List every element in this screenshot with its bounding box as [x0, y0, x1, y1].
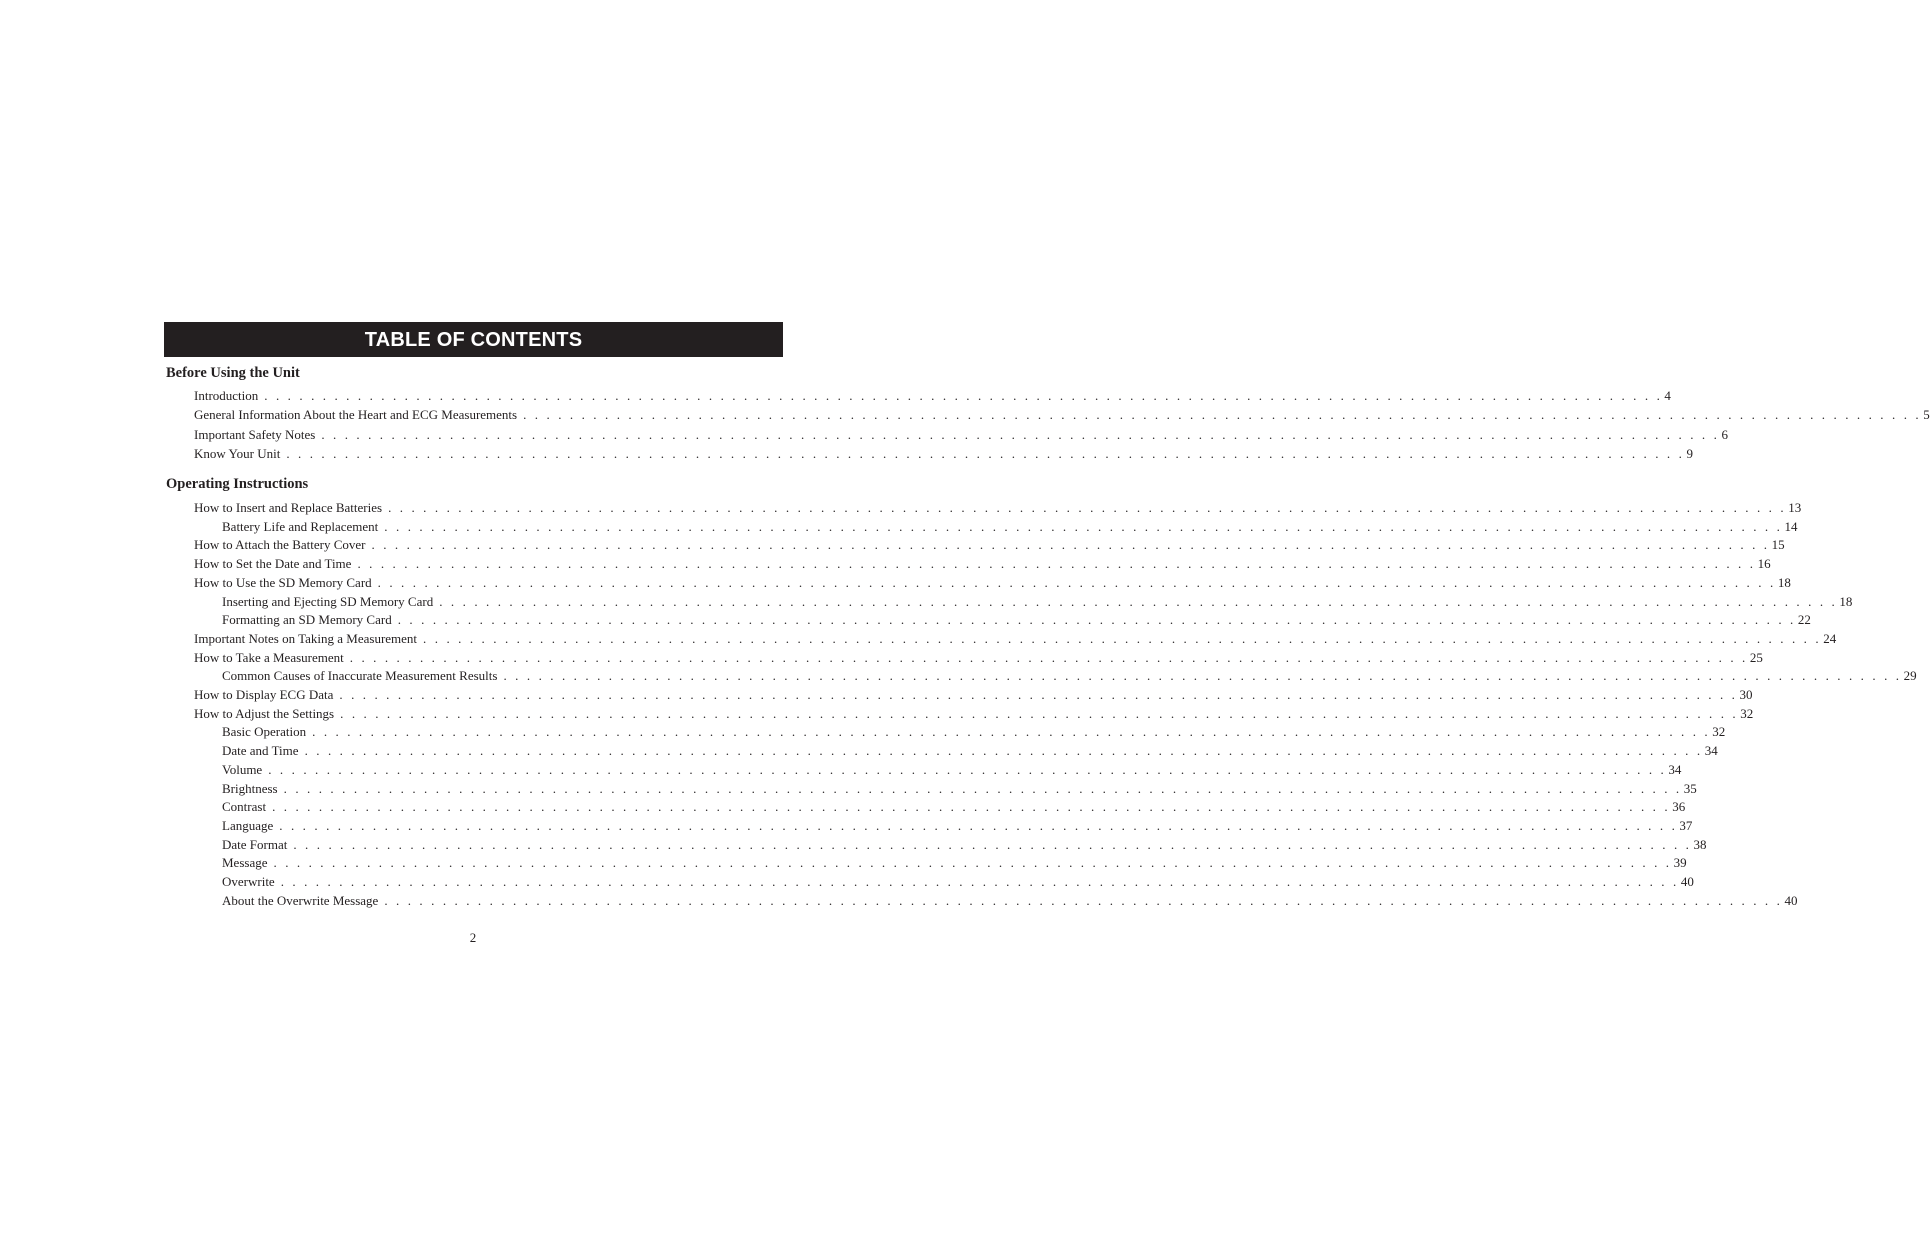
- toc-leader-dots: . . . . . . . . . . . . . . . . . . . . . . . . . . . . . . . . . . . . . . . . . . . . . . . . . . . . . . . . . . . . . . . . . . . . . . . . . . . . . . . . . . . . . . . . . . . . . . . . . . . . . . . . . . . . . . . . . . . . . . . .: [388, 500, 1787, 515]
- toc-entry-page: 37: [1679, 817, 1693, 833]
- toc-entry[interactable]: [222, 780, 1697, 797]
- toc-entry-page: 32: [1740, 705, 1754, 721]
- toc-entry-page: 30: [1739, 687, 1753, 702]
- toc-entry[interactable]: [222, 668, 1917, 684]
- toc-entry[interactable]: [194, 445, 1693, 462]
- toc-entry[interactable]: [194, 649, 1763, 666]
- toc-entry-label: Volume: [222, 761, 263, 777]
- toc-entry[interactable]: [222, 761, 1682, 778]
- page-title: TABLE OF CONTENTS: [364, 328, 583, 351]
- toc-entry-label: How to Insert and Replace Batteries: [194, 500, 383, 515]
- toc-leader-dots: . . . . . . . . . . . . . . . . . . . . . . . . . . . . . . . . . . . . . . . . . . . . . . . . . . . . . . . . . . . . . . . . . . . . . . . . . . . . . . . . . . . . . . . . . . . . . . . . . . . . . . . . . . . . . . . . . . . . . . . .: [273, 855, 1672, 871]
- toc-entry-label: How to Set the Date and Time: [194, 556, 352, 572]
- toc-entry-label: General Information About the Heart and ECG Measurements: [194, 407, 518, 423]
- toc-entry-page: 39: [1673, 855, 1687, 871]
- toc-entry-page: 34: [1704, 743, 1718, 759]
- toc-entry-page: 40: [1784, 892, 1798, 908]
- section-heading-operating-instructions: Operating Instructions: [166, 476, 309, 492]
- toc-entry-label: Important Notes on Taking a Measurement: [194, 630, 418, 646]
- toc-leader-dots: . . . . . . . . . . . . . . . . . . . . . . . . . . . . . . . . . . . . . . . . . . . . . . . . . . . . . . . . . . . . . . . . . . . . . . . . . . . . . . . . . . . . . . . . . . . . . . . . . . . . . . . . . . . . . . . . . . . . . . . .: [384, 892, 1783, 908]
- toc-leader-dots: . . . . . . . . . . . . . . . . . . . . . . . . . . . . . . . . . . . . . . . . . . . . . . . . . . . . . . . . . . . . . . . . . . . . . . . . . . . . . . . . . . . . . . . . . . . . . . . . . . . . . . . . . . . . . . . . . . . . . . . .: [293, 836, 1692, 852]
- toc-entry[interactable]: [194, 426, 1728, 443]
- toc-entry[interactable]: [222, 892, 1798, 909]
- toc-leader-dots: . . . . . . . . . . . . . . . . . . . . . . . . . . . . . . . . . . . . . . . . . . . . . . . . . . . . . . . . . . . . . . . . . . . . . . . . . . . . . . . . . . . . . . . . . . . . . . . . . . . . . . . . . . . . . . . . . . . . . . . .: [272, 799, 1671, 815]
- toc-entry-page: 32: [1712, 724, 1726, 740]
- toc-leader-dots: . . . . . . . . . . . . . . . . . . . . . . . . . . . . . . . . . . . . . . . . . . . . . . . . . . . . . . . . . . . . . . . . . . . . . . . . . . . . . . . . . . . . . . . . . . . . . . . . . . . . . . . . . . . . . . . . . . . . . . . .: [264, 388, 1663, 403]
- toc-leader-dots: . . . . . . . . . . . . . . . . . . . . . . . . . . . . . . . . . . . . . . . . . . . . . . . . . . . . . . . . . . . . . . . . . . . . . . . . . . . . . . . . . . . . . . . . . . . . . . . . . . . . . . . . . . . . . . . . . . . . . . . .: [523, 407, 1922, 423]
- toc-entry[interactable]: [194, 705, 1754, 722]
- toc-entry-label: How to Attach the Battery Cover: [194, 537, 366, 553]
- toc-leader-dots: . . . . . . . . . . . . . . . . . . . . . . . . . . . . . . . . . . . . . . . . . . . . . . . . . . . . . . . . . . . . . . . . . . . . . . . . . . . . . . . . . . . . . . . . . . . . . . . . . . . . . . . . . . . . . . . . . . . . . . . .: [371, 537, 1770, 553]
- toc-leader-dots: . . . . . . . . . . . . . . . . . . . . . . . . . . . . . . . . . . . . . . . . . . . . . . . . . . . . . . . . . . . . . . . . . . . . . . . . . . . . . . . . . . . . . . . . . . . . . . . . . . . . . . . . . . . . . . . . . . . . . . . .: [503, 668, 1902, 684]
- toc-leader-dots: . . . . . . . . . . . . . . . . . . . . . . . . . . . . . . . . . . . . . . . . . . . . . . . . . . . . . . . . . . . . . . . . . . . . . . . . . . . . . . . . . . . . . . . . . . . . . . . . . . . . . . . . . . . . . . . . . . . . . . . .: [397, 612, 1796, 628]
- toc-entry-label: How to Take a Measurement: [194, 649, 344, 665]
- toc-entry[interactable]: [194, 388, 1671, 404]
- toc-entry-page: 9: [1686, 445, 1693, 461]
- toc-entry-page: 25: [1749, 649, 1763, 665]
- toc-entry-label: How to Use the SD Memory Card: [194, 574, 372, 590]
- toc-leader-dots: . . . . . . . . . . . . . . . . . . . . . . . . . . . . . . . . . . . . . . . . . . . . . . . . . . . . . . . . . . . . . . . . . . . . . . . . . . . . . . . . . . . . . . . . . . . . . . . . . . . . . . . . . . . . . . . . . . . . . . . .: [279, 817, 1678, 833]
- toc-leader-dots: . . . . . . . . . . . . . . . . . . . . . . . . . . . . . . . . . . . . . . . . . . . . . . . . . . . . . . . . . . . . . . . . . . . . . . . . . . . . . . . . . . . . . . . . . . . . . . . . . . . . . . . . . . . . . . . . . . . . . . . .: [439, 593, 1838, 609]
- toc-leader-dots: . . . . . . . . . . . . . . . . . . . . . . . . . . . . . . . . . . . . . . . . . . . . . . . . . . . . . . . . . . . . . . . . . . . . . . . . . . . . . . . . . . . . . . . . . . . . . . . . . . . . . . . . . . . . . . . . . . . . . . . .: [340, 705, 1739, 721]
- toc-entry-page: 36: [1672, 799, 1686, 815]
- toc-entry[interactable]: [194, 630, 1837, 647]
- toc-entry-page: 5: [1923, 407, 1930, 423]
- toc-entry[interactable]: [194, 407, 1930, 423]
- toc-entry-label: Formatting an SD Memory Card: [222, 612, 392, 628]
- toc-entry-page: 40: [1680, 874, 1694, 889]
- toc-entry[interactable]: [194, 500, 1802, 516]
- toc-entry-page: 22: [1797, 612, 1811, 628]
- toc-entry-label: Battery Life and Replacement: [222, 518, 379, 534]
- toc-entry[interactable]: [222, 518, 1798, 535]
- toc-entry-label: How to Adjust the Settings: [194, 705, 335, 721]
- toc-leader-dots: . . . . . . . . . . . . . . . . . . . . . . . . . . . . . . . . . . . . . . . . . . . . . . . . . . . . . . . . . . . . . . . . . . . . . . . . . . . . . . . . . . . . . . . . . . . . . . . . . . . . . . . . . . . . . . . . . . . . . . . .: [349, 649, 1748, 665]
- toc-entry-label: About the Overwrite Message: [222, 892, 379, 908]
- toc-entry-page: 14: [1784, 518, 1798, 534]
- toc-entry[interactable]: [194, 574, 1791, 591]
- toc-entry[interactable]: [222, 593, 1853, 610]
- toc-entry[interactable]: [222, 855, 1687, 871]
- toc-entry-label: Overwrite: [222, 874, 275, 889]
- toc-entry[interactable]: [194, 556, 1771, 572]
- toc-entry-label: Basic Operation: [222, 724, 307, 740]
- page-number: 2: [469, 930, 477, 945]
- toc-entry-label: Important Safety Notes: [194, 426, 316, 442]
- toc-entry-page: 6: [1721, 426, 1728, 442]
- toc-entry-label: Language: [222, 817, 274, 833]
- section-heading-before-using: Before Using the Unit: [166, 365, 300, 381]
- toc-entry-page: 38: [1693, 836, 1707, 852]
- toc-entry-label: Introduction: [194, 388, 259, 403]
- toc-entry-page: 18: [1839, 593, 1853, 609]
- toc-entry-page: 4: [1664, 388, 1671, 403]
- toc-entry-label: Date and Time: [222, 743, 299, 759]
- toc-entry-label: Message: [222, 855, 268, 871]
- toc-leader-dots: . . . . . . . . . . . . . . . . . . . . . . . . . . . . . . . . . . . . . . . . . . . . . . . . . . . . . . . . . . . . . . . . . . . . . . . . . . . . . . . . . . . . . . . . . . . . . . . . . . . . . . . . . . . . . . . . . . . . . . . .: [321, 426, 1720, 442]
- toc-entry-page: 34: [1668, 761, 1682, 777]
- toc-entry-page: 13: [1788, 500, 1802, 515]
- toc-entry[interactable]: [222, 874, 1694, 890]
- toc-entry-page: 15: [1771, 537, 1785, 553]
- toc-leader-dots: . . . . . . . . . . . . . . . . . . . . . . . . . . . . . . . . . . . . . . . . . . . . . . . . . . . . . . . . . . . . . . . . . . . . . . . . . . . . . . . . . . . . . . . . . . . . . . . . . . . . . . . . . . . . . . . . . . . . . . . .: [268, 761, 1667, 777]
- toc-leader-dots: . . . . . . . . . . . . . . . . . . . . . . . . . . . . . . . . . . . . . . . . . . . . . . . . . . . . . . . . . . . . . . . . . . . . . . . . . . . . . . . . . . . . . . . . . . . . . . . . . . . . . . . . . . . . . . . . . . . . . . . .: [377, 574, 1776, 590]
- toc-leader-dots: . . . . . . . . . . . . . . . . . . . . . . . . . . . . . . . . . . . . . . . . . . . . . . . . . . . . . . . . . . . . . . . . . . . . . . . . . . . . . . . . . . . . . . . . . . . . . . . . . . . . . . . . . . . . . . . . . . . . . . . .: [304, 743, 1703, 759]
- title-bar: [164, 322, 783, 357]
- toc-leader-dots: . . . . . . . . . . . . . . . . . . . . . . . . . . . . . . . . . . . . . . . . . . . . . . . . . . . . . . . . . . . . . . . . . . . . . . . . . . . . . . . . . . . . . . . . . . . . . . . . . . . . . . . . . . . . . . . . . . . . . . . .: [312, 724, 1711, 740]
- toc-entry-page: 18: [1777, 574, 1791, 590]
- toc-leader-dots: . . . . . . . . . . . . . . . . . . . . . . . . . . . . . . . . . . . . . . . . . . . . . . . . . . . . . . . . . . . . . . . . . . . . . . . . . . . . . . . . . . . . . . . . . . . . . . . . . . . . . . . . . . . . . . . . . . . . . . . .: [357, 556, 1756, 572]
- toc-leader-dots: . . . . . . . . . . . . . . . . . . . . . . . . . . . . . . . . . . . . . . . . . . . . . . . . . . . . . . . . . . . . . . . . . . . . . . . . . . . . . . . . . . . . . . . . . . . . . . . . . . . . . . . . . . . . . . . . . . . . . . . .: [339, 687, 1738, 702]
- toc-entry-label: Know Your Unit: [194, 445, 281, 461]
- toc-entry-label: Date Format: [222, 836, 288, 852]
- toc-leader-dots: . . . . . . . . . . . . . . . . . . . . . . . . . . . . . . . . . . . . . . . . . . . . . . . . . . . . . . . . . . . . . . . . . . . . . . . . . . . . . . . . . . . . . . . . . . . . . . . . . . . . . . . . . . . . . . . . . . . . . . . .: [286, 445, 1685, 461]
- toc-entry[interactable]: [222, 612, 1811, 628]
- toc-leader-dots: . . . . . . . . . . . . . . . . . . . . . . . . . . . . . . . . . . . . . . . . . . . . . . . . . . . . . . . . . . . . . . . . . . . . . . . . . . . . . . . . . . . . . . . . . . . . . . . . . . . . . . . . . . . . . . . . . . . . . . . .: [384, 518, 1783, 534]
- toc-entry[interactable]: [194, 537, 1785, 553]
- toc-entry-label: Brightness: [222, 780, 278, 796]
- toc-entry-label: How to Display ECG Data: [194, 687, 334, 702]
- toc-entry-page: 24: [1823, 630, 1837, 646]
- toc-entry-page: 16: [1757, 556, 1771, 572]
- toc-entry-label: Inserting and Ejecting SD Memory Card: [222, 593, 434, 609]
- toc-entry[interactable]: [222, 799, 1686, 815]
- toc-entry[interactable]: [222, 743, 1718, 759]
- toc-entry[interactable]: [194, 687, 1753, 703]
- toc-entry[interactable]: [222, 817, 1693, 834]
- toc-entry-page: 35: [1683, 780, 1697, 796]
- toc-entry-page: 29: [1903, 668, 1917, 684]
- toc-entry-label: Common Causes of Inaccurate Measurement Results: [222, 668, 498, 684]
- toc-entry[interactable]: [222, 836, 1707, 853]
- toc-entry-label: Contrast: [222, 799, 267, 815]
- toc-leader-dots: . . . . . . . . . . . . . . . . . . . . . . . . . . . . . . . . . . . . . . . . . . . . . . . . . . . . . . . . . . . . . . . . . . . . . . . . . . . . . . . . . . . . . . . . . . . . . . . . . . . . . . . . . . . . . . . . . . . . . . . .: [423, 630, 1822, 646]
- toc-leader-dots: . . . . . . . . . . . . . . . . . . . . . . . . . . . . . . . . . . . . . . . . . . . . . . . . . . . . . . . . . . . . . . . . . . . . . . . . . . . . . . . . . . . . . . . . . . . . . . . . . . . . . . . . . . . . . . . . . . . . . . . .: [283, 780, 1682, 796]
- toc-entry[interactable]: [222, 724, 1726, 740]
- toc-leader-dots: . . . . . . . . . . . . . . . . . . . . . . . . . . . . . . . . . . . . . . . . . . . . . . . . . . . . . . . . . . . . . . . . . . . . . . . . . . . . . . . . . . . . . . . . . . . . . . . . . . . . . . . . . . . . . . . . . . . . . . . .: [280, 874, 1679, 889]
